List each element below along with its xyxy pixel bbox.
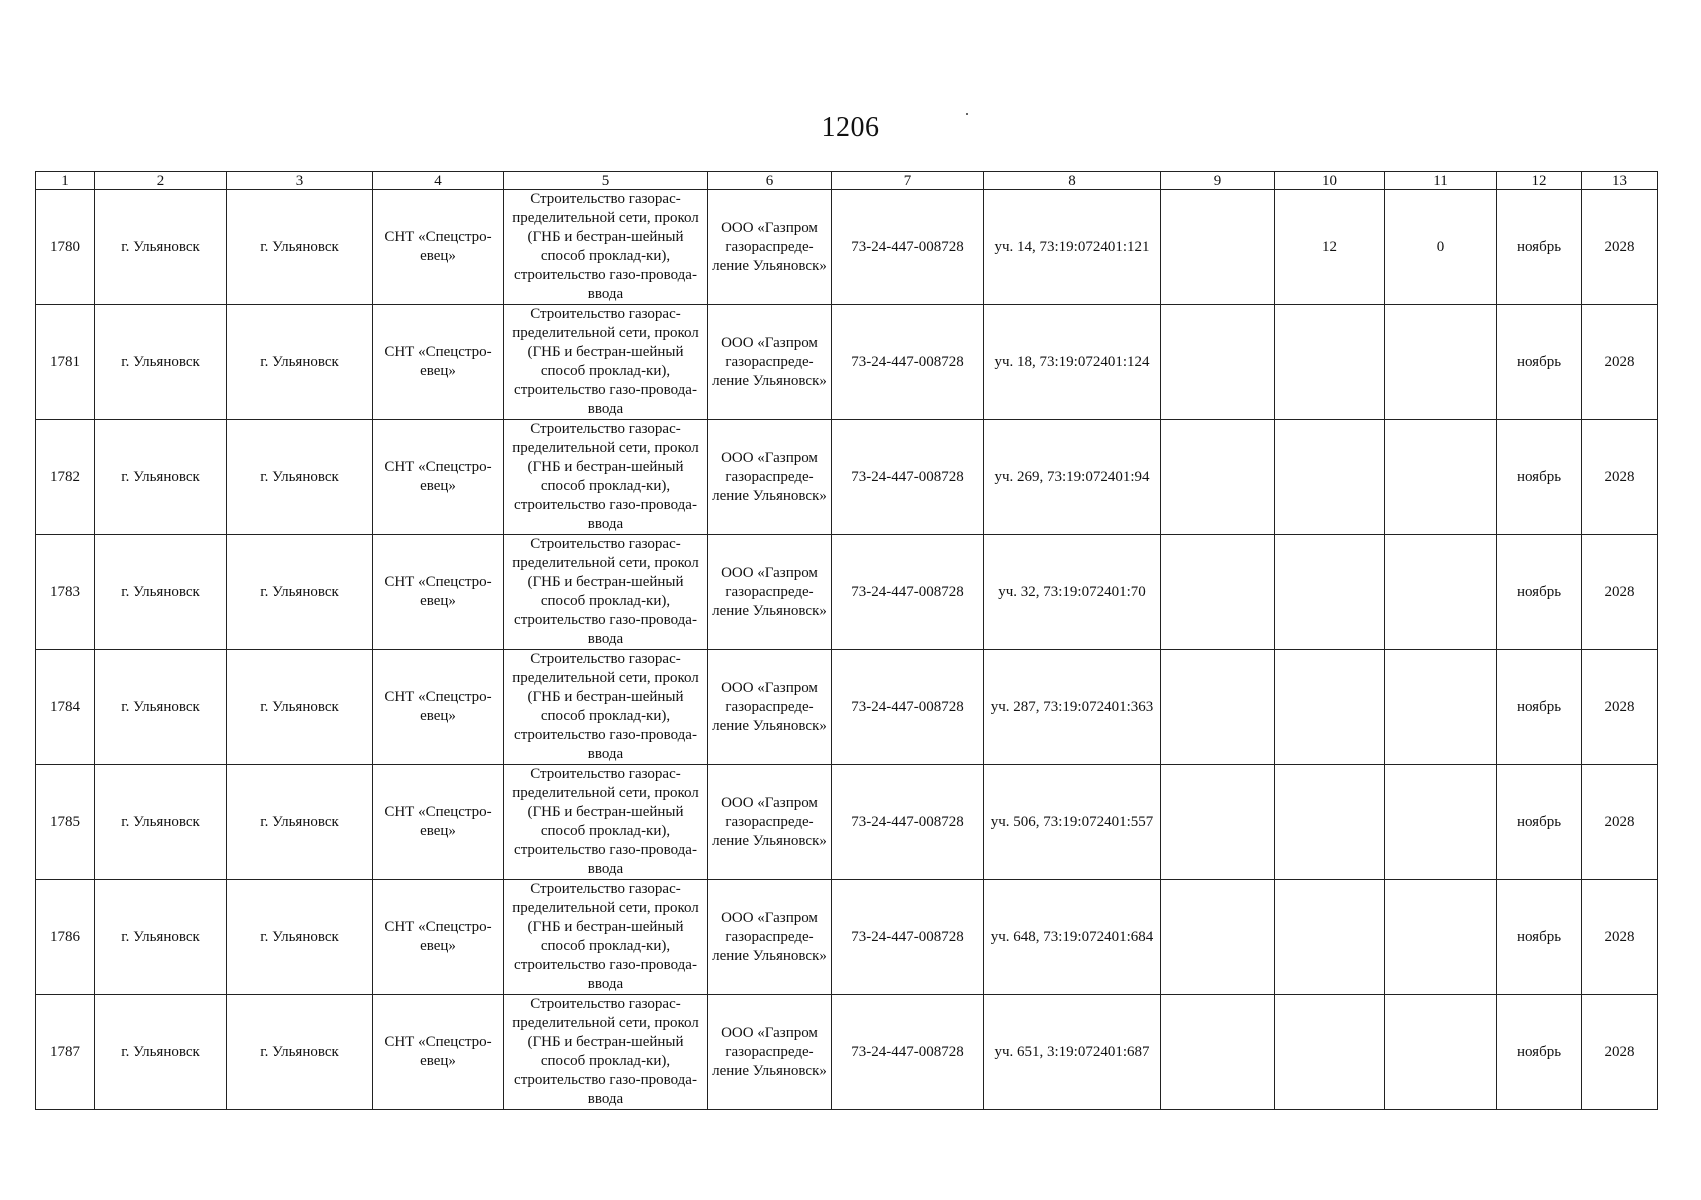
cell-month: ноябрь	[1497, 765, 1582, 880]
cell-object: СНТ «Спецстро-евец»	[373, 305, 504, 420]
table-row	[36, 765, 1658, 880]
cell-work-description: Строительство газорас-пределительной сети, прокол (ГНБ и бестран-шейный способ проклад-ки), строительство газо-провода-ввода	[504, 305, 708, 420]
cell-number: 1786	[36, 880, 95, 995]
cell-number: 1783	[36, 535, 95, 650]
cell-col-9	[1161, 880, 1275, 995]
cell-year: 2028	[1582, 305, 1658, 420]
cell-municipality: г. Ульяновск	[95, 995, 227, 1110]
cell-col-10	[1275, 420, 1385, 535]
cell-col-10: 12	[1275, 190, 1385, 305]
cell-year: 2028	[1582, 880, 1658, 995]
cell-settlement: г. Ульяновск	[227, 420, 373, 535]
cell-col-10	[1275, 995, 1385, 1110]
cell-col-10	[1275, 765, 1385, 880]
cell-plot-cadastral: уч. 648, 73:19:072401:684	[984, 880, 1161, 995]
cell-year: 2028	[1582, 420, 1658, 535]
cell-object: СНТ «Спецстро-евец»	[373, 995, 504, 1110]
cell-organization: ООО «Газпром газораспреде-ление Ульяновск»	[708, 880, 832, 995]
cell-organization: ООО «Газпром газораспреде-ление Ульяновск»	[708, 765, 832, 880]
cell-work-description: Строительство газорас-пределительной сети, прокол (ГНБ и бестран-шейный способ проклад-ки), строительство газо-провода-ввода	[504, 190, 708, 305]
cell-col-11	[1385, 765, 1497, 880]
cell-settlement: г. Ульяновск	[227, 995, 373, 1110]
cell-number: 1785	[36, 765, 95, 880]
cell-registry-number: 73-24-447-008728	[832, 765, 984, 880]
page-number: 1206	[821, 112, 880, 143]
cell-object: СНТ «Спецстро-евец»	[373, 190, 504, 305]
cell-municipality: г. Ульяновск	[95, 420, 227, 535]
cell-number: 1784	[36, 650, 95, 765]
cell-plot-cadastral: уч. 32, 73:19:072401:70	[984, 535, 1161, 650]
table-row	[36, 190, 1658, 305]
cell-municipality: г. Ульяновск	[95, 765, 227, 880]
cell-plot-cadastral: уч. 18, 73:19:072401:124	[984, 305, 1161, 420]
header-row	[36, 172, 1658, 190]
cell-year: 2028	[1582, 190, 1658, 305]
col-header-13: 13	[1582, 172, 1658, 190]
cell-registry-number: 73-24-447-008728	[832, 650, 984, 765]
cell-object: СНТ «Спецстро-евец»	[373, 650, 504, 765]
cell-organization: ООО «Газпром газораспреде-ление Ульяновск»	[708, 535, 832, 650]
cell-col-10	[1275, 535, 1385, 650]
cell-col-11	[1385, 305, 1497, 420]
cell-month: ноябрь	[1497, 650, 1582, 765]
cell-col-9	[1161, 190, 1275, 305]
cell-number: 1782	[36, 420, 95, 535]
col-header-12: 12	[1497, 172, 1582, 190]
cell-organization: ООО «Газпром газораспреде-ление Ульяновск»	[708, 995, 832, 1110]
cell-col-9	[1161, 305, 1275, 420]
cell-settlement: г. Ульяновск	[227, 305, 373, 420]
cell-plot-cadastral: уч. 269, 73:19:072401:94	[984, 420, 1161, 535]
col-header-1: 1	[36, 172, 95, 190]
col-header-5: 5	[504, 172, 708, 190]
cell-col-11	[1385, 420, 1497, 535]
col-header-7: 7	[832, 172, 984, 190]
table-row	[36, 305, 1658, 420]
cell-municipality: г. Ульяновск	[95, 190, 227, 305]
table-row	[36, 420, 1658, 535]
cell-registry-number: 73-24-447-008728	[832, 420, 984, 535]
col-header-3: 3	[227, 172, 373, 190]
cell-municipality: г. Ульяновск	[95, 650, 227, 765]
cell-work-description: Строительство газорас-пределительной сети, прокол (ГНБ и бестран-шейный способ проклад-ки), строительство газо-провода-ввода	[504, 535, 708, 650]
cell-registry-number: 73-24-447-008728	[832, 995, 984, 1110]
cell-col-11	[1385, 650, 1497, 765]
cell-object: СНТ «Спецстро-евец»	[373, 765, 504, 880]
cell-year: 2028	[1582, 995, 1658, 1110]
cell-work-description: Строительство газорас-пределительной сети, прокол (ГНБ и бестран-шейный способ проклад-ки), строительство газо-провода-ввода	[504, 995, 708, 1110]
register-table	[35, 171, 1658, 1110]
cell-col-11: 0	[1385, 190, 1497, 305]
cell-col-11	[1385, 995, 1497, 1110]
cell-organization: ООО «Газпром газораспреде-ление Ульяновск»	[708, 420, 832, 535]
col-header-2: 2	[95, 172, 227, 190]
cell-number: 1781	[36, 305, 95, 420]
cell-work-description: Строительство газорас-пределительной сети, прокол (ГНБ и бестран-шейный способ проклад-ки), строительство газо-провода-ввода	[504, 880, 708, 995]
col-header-11: 11	[1385, 172, 1497, 190]
col-header-6: 6	[708, 172, 832, 190]
cell-col-9	[1161, 650, 1275, 765]
cell-work-description: Строительство газорас-пределительной сети, прокол (ГНБ и бестран-шейный способ проклад-ки), строительство газо-провода-ввода	[504, 765, 708, 880]
cell-col-10	[1275, 880, 1385, 995]
cell-plot-cadastral: уч. 651, 3:19:072401:687	[984, 995, 1161, 1110]
cell-municipality: г. Ульяновск	[95, 880, 227, 995]
cell-settlement: г. Ульяновск	[227, 535, 373, 650]
cell-plot-cadastral: уч. 287, 73:19:072401:363	[984, 650, 1161, 765]
cell-registry-number: 73-24-447-008728	[832, 535, 984, 650]
cell-month: ноябрь	[1497, 305, 1582, 420]
table-row	[36, 995, 1658, 1110]
col-header-9: 9	[1161, 172, 1275, 190]
cell-organization: ООО «Газпром газораспреде-ление Ульяновск»	[708, 650, 832, 765]
cell-organization: ООО «Газпром газораспреде-ление Ульяновск»	[708, 305, 832, 420]
col-header-10: 10	[1275, 172, 1385, 190]
cell-plot-cadastral: уч. 14, 73:19:072401:121	[984, 190, 1161, 305]
cell-object: СНТ «Спецстро-евец»	[373, 535, 504, 650]
cell-settlement: г. Ульяновск	[227, 190, 373, 305]
cell-object: СНТ «Спецстро-евец»	[373, 420, 504, 535]
cell-year: 2028	[1582, 650, 1658, 765]
cell-municipality: г. Ульяновск	[95, 535, 227, 650]
cell-col-9	[1161, 535, 1275, 650]
cell-settlement: г. Ульяновск	[227, 765, 373, 880]
scan-speck	[966, 113, 968, 115]
cell-col-9	[1161, 765, 1275, 880]
cell-col-11	[1385, 880, 1497, 995]
cell-col-11	[1385, 535, 1497, 650]
cell-object: СНТ «Спецстро-евец»	[373, 880, 504, 995]
cell-settlement: г. Ульяновск	[227, 650, 373, 765]
cell-month: ноябрь	[1497, 880, 1582, 995]
cell-month: ноябрь	[1497, 190, 1582, 305]
cell-month: ноябрь	[1497, 420, 1582, 535]
table-row	[36, 650, 1658, 765]
cell-registry-number: 73-24-447-008728	[832, 190, 984, 305]
cell-col-9	[1161, 420, 1275, 535]
cell-col-10	[1275, 305, 1385, 420]
cell-month: ноябрь	[1497, 535, 1582, 650]
cell-col-10	[1275, 650, 1385, 765]
cell-registry-number: 73-24-447-008728	[832, 305, 984, 420]
cell-organization: ООО «Газпром газораспреде-ление Ульяновск»	[708, 190, 832, 305]
cell-work-description: Строительство газорас-пределительной сети, прокол (ГНБ и бестран-шейный способ проклад-ки), строительство газо-провода-ввода	[504, 650, 708, 765]
cell-number: 1787	[36, 995, 95, 1110]
cell-plot-cadastral: уч. 506, 73:19:072401:557	[984, 765, 1161, 880]
cell-year: 2028	[1582, 765, 1658, 880]
cell-work-description: Строительство газорас-пределительной сети, прокол (ГНБ и бестран-шейный способ проклад-ки), строительство газо-провода-ввода	[504, 420, 708, 535]
cell-registry-number: 73-24-447-008728	[832, 880, 984, 995]
col-header-8: 8	[984, 172, 1161, 190]
cell-year: 2028	[1582, 535, 1658, 650]
table-row	[36, 535, 1658, 650]
cell-col-9	[1161, 995, 1275, 1110]
cell-number: 1780	[36, 190, 95, 305]
cell-month: ноябрь	[1497, 995, 1582, 1110]
table-row	[36, 880, 1658, 995]
cell-settlement: г. Ульяновск	[227, 880, 373, 995]
col-header-4: 4	[373, 172, 504, 190]
cell-municipality: г. Ульяновск	[95, 305, 227, 420]
